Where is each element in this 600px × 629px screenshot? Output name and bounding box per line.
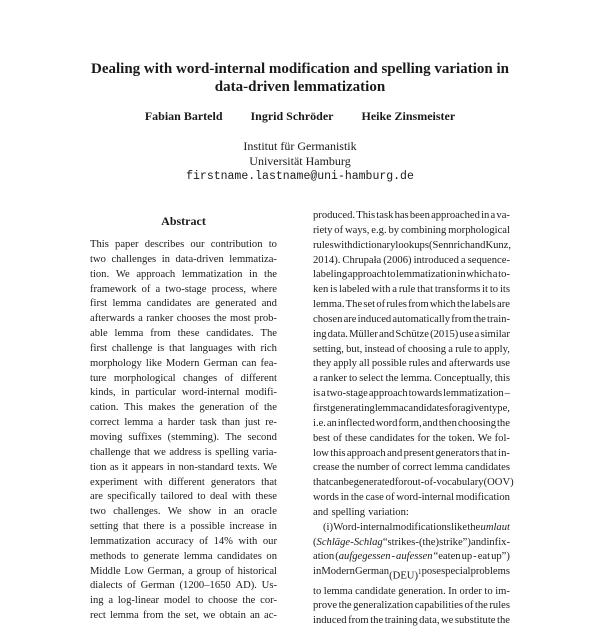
text-line: experiment with different generators that xyxy=(90,476,277,488)
text-line: produced. This task has been approached in a va- xyxy=(313,210,510,221)
text-line: to lemma candidate generation. In order to im- xyxy=(313,585,510,597)
text-line: first challenge is that languages with rich xyxy=(90,342,277,354)
text-line: ation (aufgegessen - aufessen “eaten up - eat up”) xyxy=(313,551,510,563)
text-line: 2014). Chrupała (2006) introduced a sequence- xyxy=(313,254,510,266)
text-line: crease the number of correct lemma candidates xyxy=(313,462,510,474)
text-line: This paper describes our contribution to xyxy=(90,239,277,250)
author-name: Heike Zinsmeister xyxy=(361,109,456,123)
title-line: Dealing with word-internal modification and spelling variation in xyxy=(91,61,509,77)
text-line: ing data. Müller and Schütze (2015) use a similar xyxy=(313,328,510,340)
text-line: are specifically tailored to deal with these xyxy=(90,491,277,503)
institute-name: Institut für Germanistik xyxy=(243,139,357,153)
text-line: ken is labeled with a rule that transforms it to its xyxy=(313,284,510,296)
text-line: chosen are induced automatically from the train- xyxy=(313,313,510,325)
text-line: kinds, in particular word-internal modifi- xyxy=(90,387,277,399)
text-line: afterwards a ranker chooses the most prob- xyxy=(90,313,277,325)
text-line: framework of a two-stage process, where xyxy=(90,283,277,295)
university-name: Universität Hamburg xyxy=(249,154,351,168)
text-line: first lemma candidates are generated and xyxy=(90,298,277,310)
text-line: two challenges. We show in an oracle xyxy=(90,506,277,518)
text-line: moving suffixes (stemming). The second xyxy=(90,431,277,443)
text-line: rules with dictionary lookups (Sennrich and Kunz, xyxy=(313,239,512,251)
text-line: ing a log-linear model to choose the cor- xyxy=(90,595,277,607)
text-line: ture morphological changes of different xyxy=(90,372,277,384)
text-line: they apply all possible rules and afterwards use xyxy=(313,358,510,370)
text-line: induced from the training data, we substitute the xyxy=(313,615,510,627)
text-line: (Schläge - Schlag “strikes - (the) strike”) and infix- xyxy=(313,536,510,548)
text-line: correct lemma a harder task than just re- xyxy=(90,417,277,429)
text-line: prove the generalization capabilities of the rules xyxy=(313,600,510,612)
text-line: labeling approach to lemmatization in which a to- xyxy=(313,269,510,281)
text-line: Middle Low German, a group of historical xyxy=(90,565,277,577)
text-line: riety of ways, e.g. by combining morphological xyxy=(313,224,510,236)
text-line: lemmatization accuracy of 14% with our xyxy=(90,535,277,547)
text-line: is a two-stage approach towards lemmatization – xyxy=(313,388,510,400)
abstract-heading: Abstract xyxy=(161,214,206,228)
text-line: morphology like Modern German can fea- xyxy=(90,357,277,369)
author-name: Fabian Barteld xyxy=(144,109,223,123)
text-line: words in the case of word-internal modification xyxy=(313,492,510,504)
text-line: rect lemma from the set, we obtain an ac- xyxy=(90,610,277,622)
text-line: tion as it appears in non-standard texts. We xyxy=(90,461,277,473)
author-email: firstname.lastname@uni-hamburg.de xyxy=(186,170,414,183)
text-line: i.e. an inflected word form, and then choosing the xyxy=(313,417,510,429)
text-line: lemma. The set of rules from which the labels are xyxy=(313,299,510,311)
introduction-body xyxy=(313,209,514,629)
text-line: (i) Word-internal modifications like the umlaut xyxy=(323,521,510,533)
text-line: best of these candidates for the token. We fol- xyxy=(313,432,510,444)
text-line: dialects of German (1200–1650 AD). Us- xyxy=(90,580,277,592)
text-line: low this approach and present generators that in- xyxy=(313,447,510,459)
text-line: challenge that we address is spelling varia- xyxy=(90,446,277,458)
author-name: Ingrid Schröder xyxy=(250,109,334,123)
text-line: in Modern German (DEU)$^1$ pose special problems xyxy=(313,566,510,582)
text-line: that can be generated for out-of-vocabulary (OOV) xyxy=(313,477,514,489)
text-line: setting, but, instead of choosing a rule to apply, xyxy=(313,343,510,355)
text-line: cation. This makes the generation of the xyxy=(90,402,277,414)
text-line: and spelling variation: xyxy=(313,506,409,518)
text-line: two challenges in data-driven lemmatiza- xyxy=(90,253,277,265)
text-line: a ranker to select the lemma. Conceptually, this xyxy=(313,373,510,385)
text-line: methods to generate lemma candidates on xyxy=(90,550,277,562)
title-line: data-driven lemmatization xyxy=(214,79,386,95)
text-line: able lemma from these candidates. The xyxy=(90,328,277,340)
text-line: first generating lemma candidates for a given type, xyxy=(313,402,510,414)
text-line: tion. We approach lemmatization in the xyxy=(90,268,277,280)
abstract-body xyxy=(90,238,277,624)
text-line: setting that there is a possible increase in xyxy=(90,521,277,533)
